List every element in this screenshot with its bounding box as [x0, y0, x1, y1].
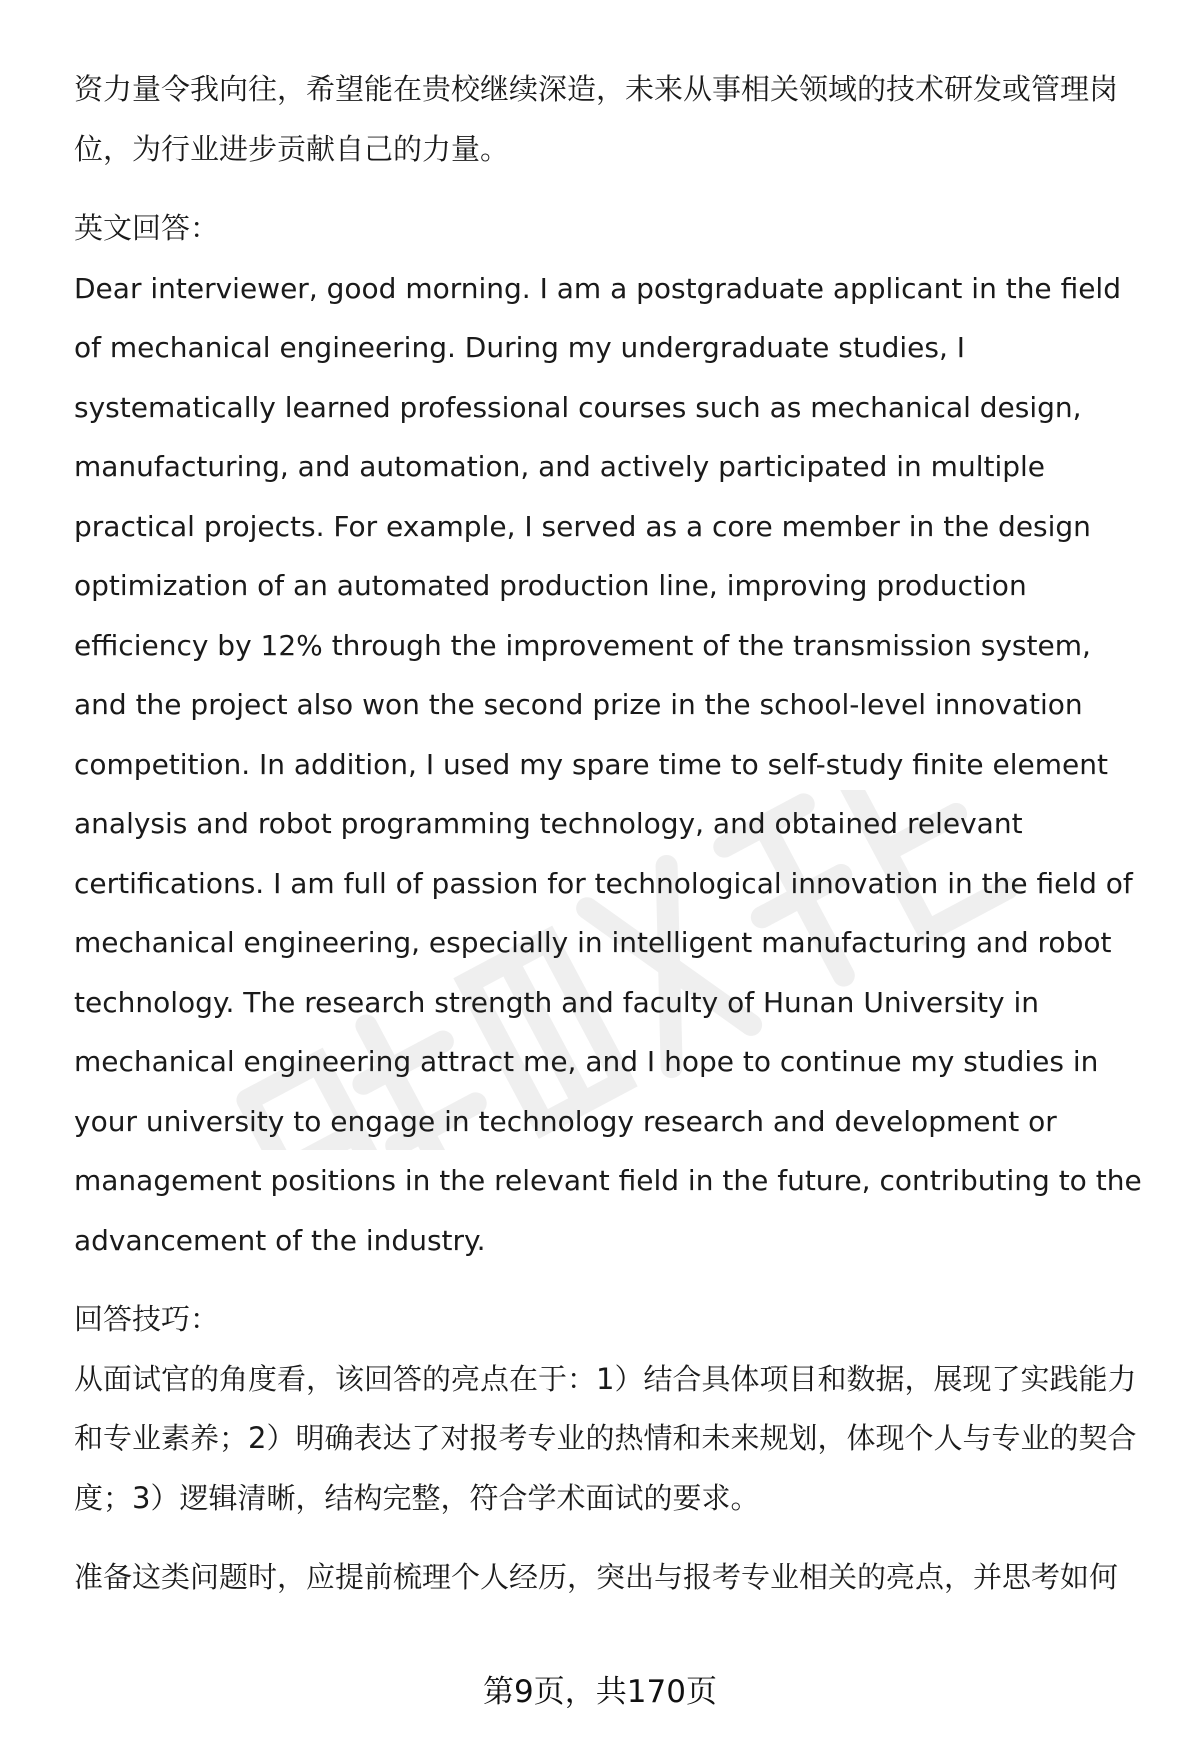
english-answer-heading: 英文回答：: [74, 211, 220, 245]
english-answer-text: Dear interviewer, good morning. I am a postgraduate applicant in the field of mechanical engineering. During my undergraduate studies, I systematically learned professional courses such as mechanical design, manufacturing, and automation, and actively participated in multiple practical projects. For example, I served as a core member in the design optimization of an automated production line, improving production efficiency by 12% through the improvement of the transmission system, and the project also won the second prize in the school-level innovation competition. In addition, I used my spare time to self-study finite element analysis and robot programming technology, and obtained relevant certifications. I am full of passion for technological innovation in the field of mechanical engineering, especially in intelligent manufacturing and robot technology. The research strength and faculty of Hunan University in mechanical engineering attract me, and I hope to continue my studies in your university to engage in technology research and development or management positions in the relevant field in the future, contributing to the advancement of the industry.: [74, 271, 1142, 1257]
preparation-text: 准备这类问题时，应提前梳理个人经历，突出与报考专业相关的亮点，并思考如何: [74, 1560, 1119, 1594]
answer-tips-heading: 回答技巧：: [74, 1302, 220, 1336]
answer-tips-text: 从面试官的角度看，该回答的亮点在于：1）结合具体项目和数据，展现了实践能力和专业素养；2）明确表达了对报考专业的热情和未来规划，体现个人与专业的契合度；3）逻辑清晰，结构完整，符合学术面试的要求。: [74, 1361, 1137, 1515]
document-body: [74, 60, 1144, 1608]
paragraph-continued-chinese: 资力量令我向往，希望能在贵校继续深造，未来从事相关领域的技术研发或管理岗位，为行业进步贡献自己的力量。: [74, 72, 1119, 166]
page-number-footer: 第9页，共170页: [483, 1674, 717, 1710]
